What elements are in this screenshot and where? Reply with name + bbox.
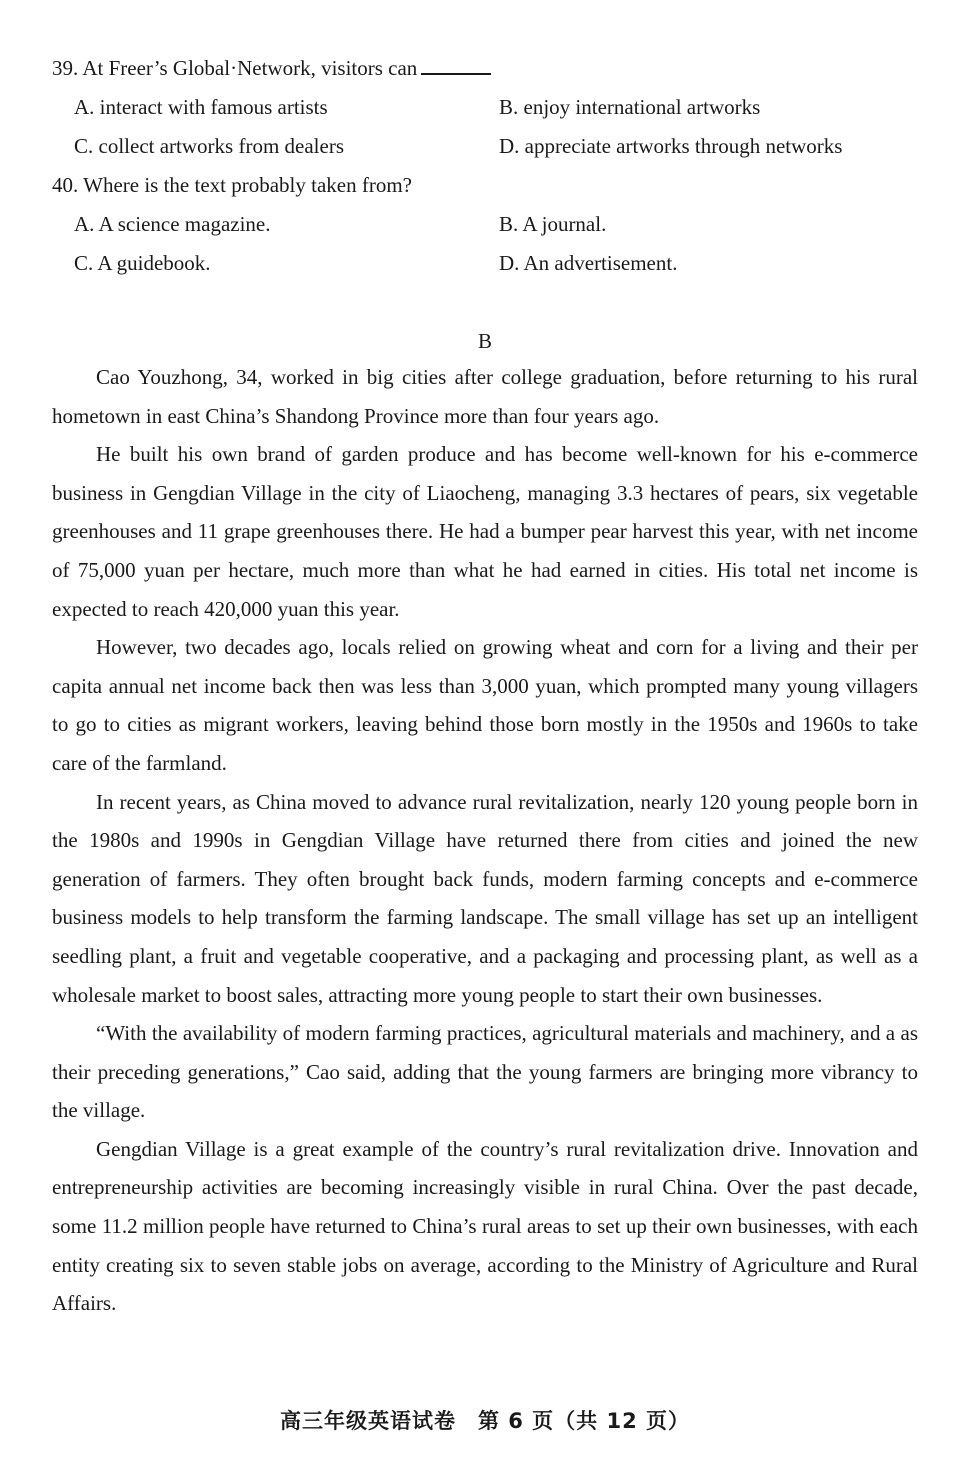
- passage-paragraph: Cao Youzhong, 34, worked in big cities after college graduation, before returning to his rural hometown in east China’s Shandong Province more than four years ago.: [52, 365, 918, 428]
- section-label: B: [477, 329, 492, 353]
- reading-passage: [52, 358, 918, 1323]
- q39-option-b: B. enjoy international artworks: [499, 95, 761, 119]
- passage-paragraph: “With the availability of modern farming practices, agricultural materials and machinery, and a as their preceding generations,” Cao said, adding that the young farmers are bringing more vibrancy to the village.: [52, 1021, 918, 1123]
- passage-paragraph: However, two decades ago, locals relied on growing wheat and corn for a living and their per capita annual net income back then was less than 3,000 yuan, which prompted many young villagers to go to cities as migrant workers, leaving behind those born mostly in the 1950s and 1960s to take care of the farmland.: [52, 635, 918, 775]
- q40-option-d: D. An advertisement.: [499, 251, 678, 275]
- q40-option-b: B. A journal.: [499, 212, 607, 236]
- page-footer: 高三年级英语试卷 第 6 页（共 12 页）: [279, 1409, 691, 1433]
- answer-blank: [421, 55, 491, 75]
- q40-option-c: C. A guidebook.: [74, 251, 211, 275]
- passage-paragraph: In recent years, as China moved to advance rural revitalization, nearly 120 young people born in the 1980s and 1990s in Gengdian Village have returned there from cities and joined the new generation of farmers. They often brought back funds, modern farming concepts and e-commerce business models to help transform the farming landscape. The small village has set up an intelligent seedling plant, a fruit and vegetable cooperative, and a packaging and processing plant, as well as a wholesale market to boost sales, attracting more young people to start their own businesses.: [52, 789, 918, 1007]
- question-39-stem: 39. At Freer’s Global·Network, visitors can: [52, 56, 418, 80]
- q39-option-c: C. collect artworks from dealers: [74, 134, 344, 158]
- q40-option-a: A. A science magazine.: [74, 212, 271, 236]
- q39-option-d: D. appreciate artworks through networks: [499, 134, 843, 158]
- question-40: 40. Where is the text probably taken from?: [52, 173, 412, 197]
- passage-paragraph: Gengdian Village is a great example of the country’s rural revitalization drive. Innovation and entrepreneurship activities are becoming increasingly visible in rural China. Over the past decade, some 11.2 million people have returned to China’s rural areas to set up their own businesses, with each entity creating six to seven stable jobs on average, according to the Ministry of Agriculture and Rural Affairs.: [52, 1136, 918, 1316]
- q39-option-a: A. interact with famous artists: [74, 95, 328, 119]
- question-39: [52, 55, 491, 81]
- passage-paragraph: He built his own brand of garden produce and has become well-known for his e-commerce business in Gengdian Village in the city of Liaocheng, managing 3.3 hectares of pears, six vegetable greenhouses and 11 grape greenhouses there. He had a bumper pear harvest this year, with net income of 75,000 yuan per hectare, much more than what he had earned in cities. His total net income is expected to reach 420,000 yuan this year.: [52, 442, 918, 621]
